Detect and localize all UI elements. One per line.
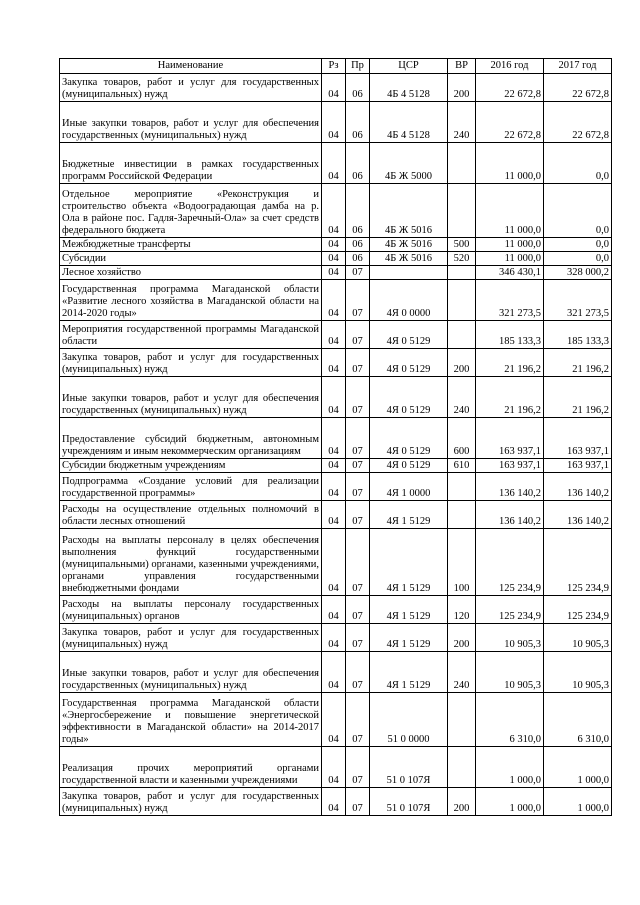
row-pr: 07 <box>346 473 370 501</box>
header-vr: ВР <box>448 59 476 74</box>
row-csr: 4Я 0 5129 <box>370 418 448 459</box>
row-pr: 07 <box>346 624 370 652</box>
row-vr: 200 <box>448 349 476 377</box>
row-amount-2016: 11 000,0 <box>476 252 544 266</box>
row-rz: 04 <box>322 74 346 102</box>
row-rz: 04 <box>322 102 346 143</box>
row-amount-2017: 163 937,1 <box>544 418 612 459</box>
table-row <box>60 596 612 624</box>
row-vr: 240 <box>448 652 476 693</box>
row-amount-2017: 136 140,2 <box>544 501 612 529</box>
row-csr: 4Я 0 5129 <box>370 377 448 418</box>
header-2016: 2016 год <box>476 59 544 74</box>
row-name: Предоставление субсидий бюджетным, автономным учреждениям и иным некоммерческим организациям <box>60 418 322 459</box>
row-vr <box>448 501 476 529</box>
row-name: Реализация прочих мероприятий органами государственной власти и казенными учреждениями <box>60 747 322 788</box>
row-vr: 200 <box>448 74 476 102</box>
row-amount-2016: 11 000,0 <box>476 184 544 238</box>
row-rz: 04 <box>322 788 346 816</box>
row-vr: 240 <box>448 102 476 143</box>
row-csr: 4Я 1 5129 <box>370 624 448 652</box>
row-name: Лесное хозяйство <box>60 266 322 280</box>
row-amount-2016: 321 273,5 <box>476 280 544 321</box>
row-amount-2016: 163 937,1 <box>476 418 544 459</box>
table-row <box>60 624 612 652</box>
row-csr: 4Б Ж 5016 <box>370 184 448 238</box>
row-vr: 100 <box>448 529 476 596</box>
row-name: Подпрограмма «Создание условий для реализации государственной программы» <box>60 473 322 501</box>
row-rz: 04 <box>322 529 346 596</box>
table-row <box>60 252 612 266</box>
row-rz: 04 <box>322 377 346 418</box>
row-amount-2017: 21 196,2 <box>544 377 612 418</box>
row-amount-2017: 22 672,8 <box>544 74 612 102</box>
row-vr: 610 <box>448 459 476 473</box>
table-row <box>60 459 612 473</box>
row-amount-2016: 125 234,9 <box>476 529 544 596</box>
row-rz: 04 <box>322 747 346 788</box>
table-row <box>60 143 612 184</box>
row-rz: 04 <box>322 624 346 652</box>
row-amount-2017: 125 234,9 <box>544 529 612 596</box>
row-csr: 4Я 1 5129 <box>370 529 448 596</box>
row-pr: 06 <box>346 143 370 184</box>
table-row <box>60 74 612 102</box>
row-name: Иные закупки товаров, работ и услуг для обеспечения государственных (муниципальных) нужд <box>60 377 322 418</box>
row-pr: 07 <box>346 501 370 529</box>
row-amount-2016: 6 310,0 <box>476 693 544 747</box>
row-amount-2017: 1 000,0 <box>544 747 612 788</box>
row-vr <box>448 693 476 747</box>
row-pr: 07 <box>346 321 370 349</box>
table-body <box>60 74 612 816</box>
table-header <box>60 59 612 74</box>
table-row <box>60 788 612 816</box>
row-name: Отдельное мероприятие «Реконструкция и строительство объекта «Водооградающая дамба на р. Ола в районе пос. Гадля-Заречный-Ола» за счет средств федерального бюджета <box>60 184 322 238</box>
row-csr: 4Б Ж 5016 <box>370 252 448 266</box>
row-amount-2016: 125 234,9 <box>476 596 544 624</box>
table-row <box>60 501 612 529</box>
row-amount-2017: 22 672,8 <box>544 102 612 143</box>
row-vr: 200 <box>448 788 476 816</box>
row-vr: 240 <box>448 377 476 418</box>
row-pr: 07 <box>346 266 370 280</box>
row-pr: 07 <box>346 280 370 321</box>
row-rz: 04 <box>322 349 346 377</box>
row-pr: 06 <box>346 102 370 143</box>
row-name: Государственная программа Магаданской области «Развитие лесного хозяйства в Магаданской области на 2014-2020 годы» <box>60 280 322 321</box>
row-pr: 07 <box>346 788 370 816</box>
row-amount-2016: 136 140,2 <box>476 473 544 501</box>
row-name: Бюджетные инвестиции в рамках государственных программ Российской Федерации <box>60 143 322 184</box>
row-vr: 500 <box>448 238 476 252</box>
row-csr: 4Я 1 0000 <box>370 473 448 501</box>
row-csr: 4Б 4 5128 <box>370 74 448 102</box>
row-name: Межбюджетные трансферты <box>60 238 322 252</box>
row-csr: 4Я 1 5129 <box>370 501 448 529</box>
row-vr: 600 <box>448 418 476 459</box>
header-row <box>60 59 612 74</box>
row-pr: 07 <box>346 529 370 596</box>
table-row <box>60 280 612 321</box>
row-name: Расходы на выплаты персоналу государственных (муниципальных) органов <box>60 596 322 624</box>
row-rz: 04 <box>322 652 346 693</box>
row-amount-2016: 22 672,8 <box>476 74 544 102</box>
row-csr: 51 0 107Я <box>370 747 448 788</box>
table-row <box>60 693 612 747</box>
row-vr <box>448 280 476 321</box>
budget-table <box>59 58 612 816</box>
row-rz: 04 <box>322 473 346 501</box>
row-vr <box>448 747 476 788</box>
row-csr: 4Б Ж 5000 <box>370 143 448 184</box>
row-name: Расходы на осуществление отдельных полномочий в области лесных отношений <box>60 501 322 529</box>
row-rz: 04 <box>322 693 346 747</box>
row-amount-2017: 10 905,3 <box>544 652 612 693</box>
table-row <box>60 652 612 693</box>
row-amount-2017: 0,0 <box>544 143 612 184</box>
row-amount-2017: 163 937,1 <box>544 459 612 473</box>
row-name: Расходы на выплаты персоналу в целях обеспечения выполнения функций государственными (муниципальными) органами, казенными учреждениями, органами управления государственными внебюджетными фондами <box>60 529 322 596</box>
row-amount-2016: 21 196,2 <box>476 377 544 418</box>
row-name: Закупка товаров, работ и услуг для государственных (муниципальных) нужд <box>60 349 322 377</box>
row-csr: 4Я 1 5129 <box>370 596 448 624</box>
table-row <box>60 238 612 252</box>
row-pr: 07 <box>346 377 370 418</box>
header-name: Наименование <box>60 59 322 74</box>
row-csr <box>370 266 448 280</box>
row-amount-2016: 1 000,0 <box>476 788 544 816</box>
row-name: Субсидии <box>60 252 322 266</box>
row-pr: 07 <box>346 747 370 788</box>
row-csr: 4Я 0 5129 <box>370 349 448 377</box>
table-row <box>60 529 612 596</box>
row-rz: 04 <box>322 184 346 238</box>
row-amount-2017: 328 000,2 <box>544 266 612 280</box>
row-name: Иные закупки товаров, работ и услуг для обеспечения государственных (муниципальных) нужд <box>60 652 322 693</box>
table-row <box>60 377 612 418</box>
row-amount-2016: 10 905,3 <box>476 624 544 652</box>
row-vr: 520 <box>448 252 476 266</box>
row-amount-2016: 136 140,2 <box>476 501 544 529</box>
row-csr: 51 0 107Я <box>370 788 448 816</box>
row-amount-2017: 136 140,2 <box>544 473 612 501</box>
row-amount-2016: 10 905,3 <box>476 652 544 693</box>
row-amount-2017: 1 000,0 <box>544 788 612 816</box>
header-csr: ЦСР <box>370 59 448 74</box>
row-amount-2017: 125 234,9 <box>544 596 612 624</box>
row-name: Закупка товаров, работ и услуг для государственных (муниципальных) нужд <box>60 624 322 652</box>
row-pr: 07 <box>346 349 370 377</box>
header-pr: Пр <box>346 59 370 74</box>
row-pr: 07 <box>346 693 370 747</box>
row-amount-2016: 163 937,1 <box>476 459 544 473</box>
row-pr: 06 <box>346 74 370 102</box>
row-amount-2016: 346 430,1 <box>476 266 544 280</box>
table-row <box>60 473 612 501</box>
row-rz: 04 <box>322 238 346 252</box>
row-vr <box>448 184 476 238</box>
row-vr <box>448 321 476 349</box>
row-csr: 4Б 4 5128 <box>370 102 448 143</box>
row-name: Государственная программа Магаданской области «Энергосбережение и повышение энергетической эффективности в Магаданской области» на 2014-2017 годы» <box>60 693 322 747</box>
table-row <box>60 747 612 788</box>
row-amount-2016: 11 000,0 <box>476 143 544 184</box>
row-rz: 04 <box>322 321 346 349</box>
row-rz: 04 <box>322 252 346 266</box>
row-rz: 04 <box>322 266 346 280</box>
row-rz: 04 <box>322 280 346 321</box>
row-pr: 07 <box>346 418 370 459</box>
row-amount-2017: 6 310,0 <box>544 693 612 747</box>
row-vr <box>448 266 476 280</box>
row-name: Субсидии бюджетным учреждениям <box>60 459 322 473</box>
row-vr: 200 <box>448 624 476 652</box>
row-amount-2017: 0,0 <box>544 184 612 238</box>
row-amount-2016: 22 672,8 <box>476 102 544 143</box>
table-row <box>60 349 612 377</box>
row-amount-2017: 0,0 <box>544 238 612 252</box>
row-vr <box>448 143 476 184</box>
row-csr: 4Б Ж 5016 <box>370 238 448 252</box>
table-row <box>60 321 612 349</box>
row-amount-2017: 21 196,2 <box>544 349 612 377</box>
row-vr <box>448 473 476 501</box>
row-csr: 4Я 0 5129 <box>370 321 448 349</box>
row-rz: 04 <box>322 418 346 459</box>
row-pr: 07 <box>346 596 370 624</box>
row-csr: 4Я 0 5129 <box>370 459 448 473</box>
row-pr: 06 <box>346 184 370 238</box>
row-name: Закупка товаров, работ и услуг для государственных (муниципальных) нужд <box>60 788 322 816</box>
row-name: Закупка товаров, работ и услуг для государственных (муниципальных) нужд <box>60 74 322 102</box>
row-pr: 07 <box>346 459 370 473</box>
row-rz: 04 <box>322 596 346 624</box>
row-name: Мероприятия государственной программы Магаданской области <box>60 321 322 349</box>
table-row <box>60 266 612 280</box>
row-pr: 06 <box>346 238 370 252</box>
row-amount-2017: 10 905,3 <box>544 624 612 652</box>
row-amount-2016: 21 196,2 <box>476 349 544 377</box>
table-row <box>60 184 612 238</box>
table-row <box>60 418 612 459</box>
row-amount-2017: 185 133,3 <box>544 321 612 349</box>
row-csr: 4Я 1 5129 <box>370 652 448 693</box>
row-amount-2016: 11 000,0 <box>476 238 544 252</box>
row-name: Иные закупки товаров, работ и услуг для обеспечения государственных (муниципальных) нужд <box>60 102 322 143</box>
row-rz: 04 <box>322 459 346 473</box>
row-vr: 120 <box>448 596 476 624</box>
row-rz: 04 <box>322 501 346 529</box>
row-amount-2016: 1 000,0 <box>476 747 544 788</box>
row-amount-2017: 0,0 <box>544 252 612 266</box>
row-amount-2017: 321 273,5 <box>544 280 612 321</box>
row-pr: 07 <box>346 652 370 693</box>
row-pr: 06 <box>346 252 370 266</box>
row-rz: 04 <box>322 143 346 184</box>
row-csr: 51 0 0000 <box>370 693 448 747</box>
header-2017: 2017 год <box>544 59 612 74</box>
header-rz: Рз <box>322 59 346 74</box>
row-csr: 4Я 0 0000 <box>370 280 448 321</box>
row-amount-2016: 185 133,3 <box>476 321 544 349</box>
table-row <box>60 102 612 143</box>
